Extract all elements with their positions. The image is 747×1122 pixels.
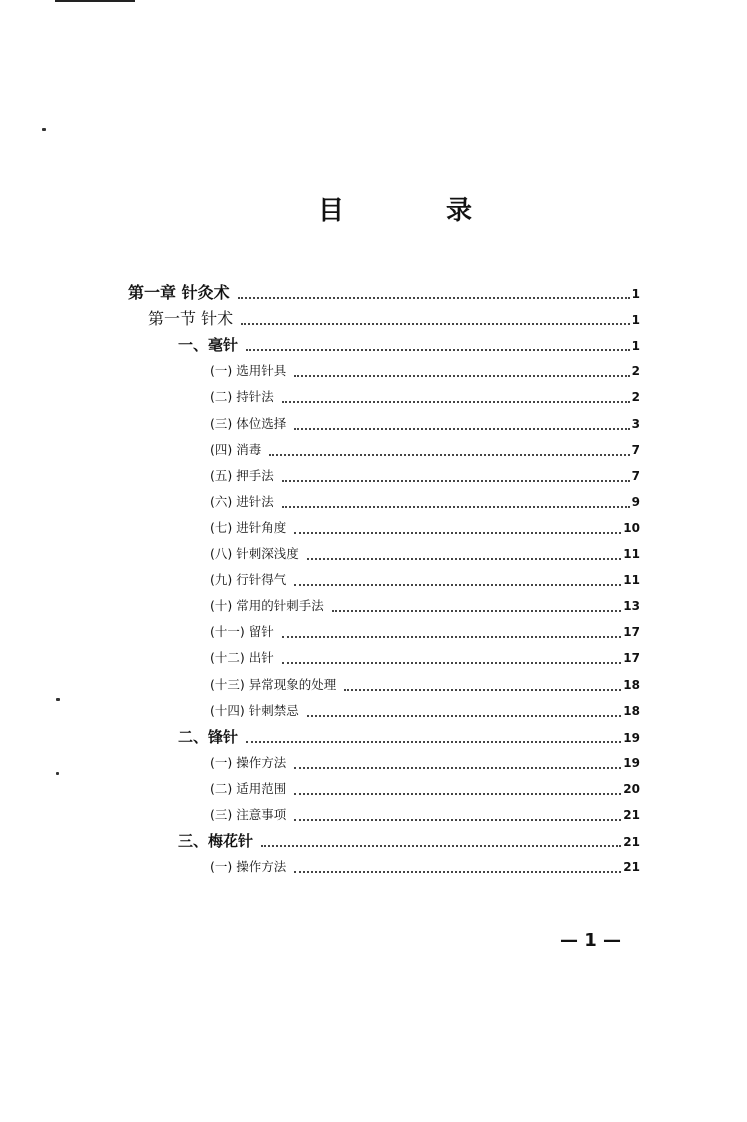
toc-entry-label: (五) 押手法	[210, 467, 274, 483]
toc-entry-label: (三) 体位选择	[210, 415, 287, 431]
toc-entry-page-number: 18	[623, 703, 640, 718]
toc-entry[interactable]	[210, 776, 640, 802]
toc-entry-page-number: 10	[623, 520, 640, 535]
toc-entry-label: (一) 操作方法	[210, 859, 287, 875]
toc-entry-page-number: 19	[623, 730, 640, 745]
toc-entry-page-number: 1	[631, 313, 640, 328]
dot-leader	[282, 624, 622, 638]
toc-entry-page-number: 7	[631, 442, 640, 457]
dot-leader	[282, 650, 622, 664]
dot-leader	[294, 807, 621, 821]
toc-entry-page-number: 3	[631, 416, 640, 431]
toc-entry[interactable]	[178, 724, 640, 750]
scan-speck	[42, 128, 46, 131]
toc-entry-label: (三) 注意事项	[210, 807, 287, 822]
toc-entry-label: (九) 行针得气	[210, 572, 287, 588]
page-title	[0, 190, 747, 230]
toc-entry-label: (八) 针刺深浅度	[210, 546, 299, 561]
dot-leader	[294, 859, 621, 873]
toc-entry-page-number: 21	[623, 835, 640, 850]
toc-entry[interactable]	[210, 672, 640, 698]
toc-entry-page-number: 18	[623, 677, 640, 692]
toc-entry[interactable]	[148, 306, 640, 332]
toc-entry[interactable]	[210, 802, 640, 828]
dot-leader	[238, 285, 630, 299]
toc-entry-label: (十一) 留针	[210, 624, 274, 640]
toc-entry-page-number: 17	[623, 625, 640, 640]
toc-entry[interactable]	[210, 750, 640, 776]
dot-leader	[332, 598, 622, 612]
toc-entry-page-number: 2	[631, 364, 640, 379]
dot-leader	[246, 337, 630, 351]
toc-entry-page-number: 1	[631, 339, 640, 354]
toc-entry[interactable]	[210, 541, 640, 567]
dot-leader	[282, 468, 630, 482]
toc-entry-label: (二) 适用范围	[210, 780, 287, 796]
toc-entry-page-number: 11	[623, 573, 640, 588]
toc-entry-label: (十二) 出针	[210, 650, 274, 666]
toc-entry-label: 三、梅花针	[178, 832, 254, 851]
toc-entry-page-number: 21	[623, 808, 640, 822]
title-char-2: 录	[446, 196, 473, 226]
toc-entry[interactable]	[210, 854, 640, 880]
toc-entry[interactable]	[128, 280, 640, 306]
toc-entry[interactable]	[210, 619, 640, 645]
toc-entry[interactable]	[210, 411, 640, 437]
toc-entry-label: 一、毫针	[178, 336, 239, 355]
toc-entry-page-number: 7	[631, 468, 640, 483]
toc-entry-page-number: 21	[623, 860, 640, 875]
dot-leader	[261, 833, 621, 847]
toc-entry-page-number: 20	[623, 781, 640, 796]
dot-leader	[307, 546, 622, 560]
dot-leader	[294, 363, 629, 377]
toc-entry-label: 第一章 针灸术	[128, 283, 230, 302]
toc-entry[interactable]	[210, 384, 640, 410]
page-number-footer: — 1 —	[560, 930, 622, 951]
toc-entry[interactable]	[210, 463, 640, 489]
toc-entry-page-number: 11	[623, 547, 640, 561]
toc-entry-page-number: 9	[631, 494, 640, 509]
dot-leader	[282, 494, 630, 508]
toc-entry[interactable]	[210, 437, 640, 463]
toc-entry[interactable]	[210, 645, 640, 671]
dot-leader	[269, 442, 629, 456]
dot-leader	[294, 416, 629, 430]
toc-entry-label: (一) 操作方法	[210, 754, 287, 770]
toc-entry-label: (七) 进针角度	[210, 519, 287, 535]
dot-leader	[282, 389, 630, 403]
toc-entry-label: 第一节 针术	[148, 309, 234, 329]
toc-entry[interactable]	[210, 567, 640, 593]
toc-entry-page-number: 17	[623, 651, 640, 666]
dot-leader	[294, 755, 621, 769]
toc-entry[interactable]	[210, 698, 640, 724]
dot-leader	[307, 703, 622, 717]
dot-leader	[294, 781, 621, 795]
dot-leader	[241, 311, 630, 325]
toc-entry-label: (十四) 针刺禁忌	[210, 702, 299, 718]
toc-entry-label: (十) 常用的针刺手法	[210, 598, 324, 614]
toc-entry-page-number: 1	[631, 287, 640, 301]
toc-entry[interactable]	[210, 358, 640, 384]
dot-leader	[294, 520, 621, 534]
toc-entry[interactable]	[210, 593, 640, 619]
top-rule	[55, 0, 135, 2]
dot-leader	[294, 572, 621, 586]
scan-speck	[56, 772, 59, 775]
toc-entry-label: 二、锋针	[178, 727, 239, 746]
toc-entry-page-number: 19	[623, 755, 640, 770]
toc-entry-label: (六) 进针法	[210, 493, 274, 509]
scan-speck	[56, 698, 60, 701]
toc-entry[interactable]	[210, 515, 640, 541]
toc-entry-page-number: 2	[631, 390, 640, 405]
dot-leader	[344, 677, 621, 691]
dot-leader	[246, 729, 621, 743]
title-char-1: 目	[318, 196, 345, 226]
toc-entry-label: (十三) 异常现象的处理	[210, 676, 337, 692]
toc-entry-label: (四) 消毒	[210, 441, 262, 457]
toc-entry[interactable]	[178, 828, 640, 854]
toc-entry-page-number: 13	[623, 599, 640, 614]
toc-entry[interactable]	[210, 489, 640, 515]
toc-entry[interactable]	[178, 332, 640, 358]
toc-entry-label: (一) 选用针具	[210, 363, 287, 379]
toc-entry-label: (二) 持针法	[210, 389, 274, 405]
